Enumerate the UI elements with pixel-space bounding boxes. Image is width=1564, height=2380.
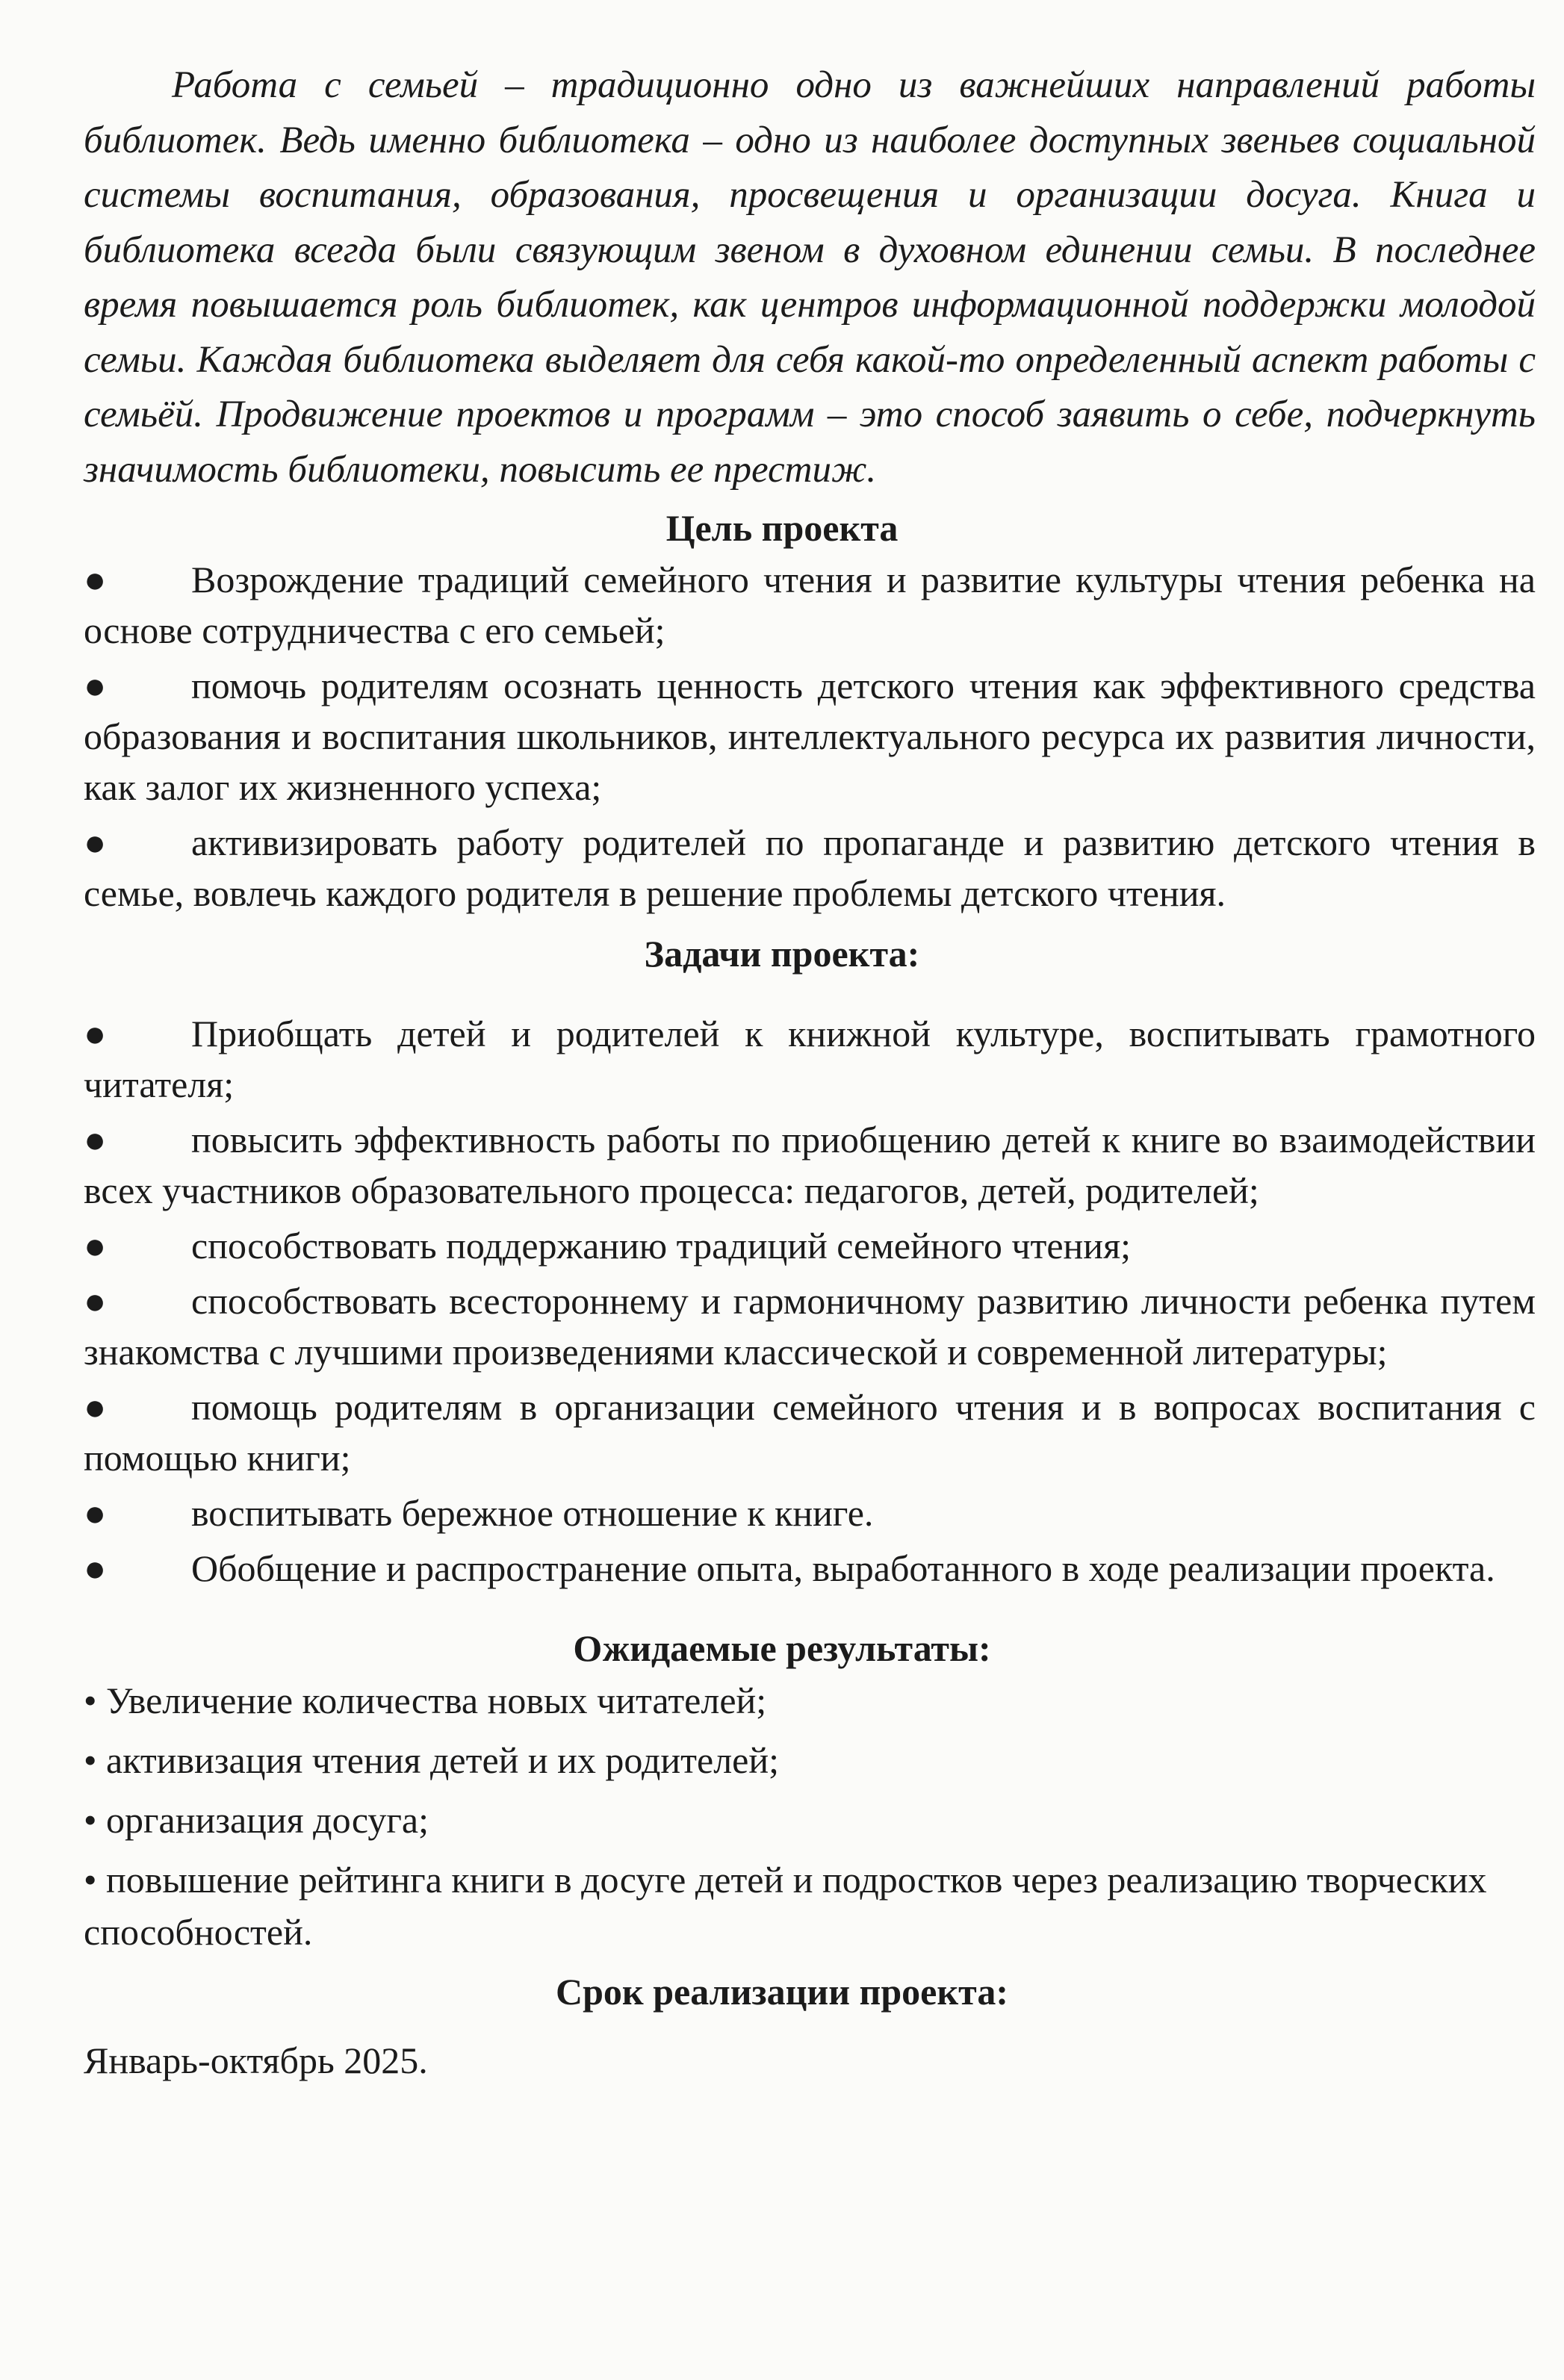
goal-item xyxy=(84,660,1536,813)
task-item xyxy=(84,1543,1536,1594)
tasks-list xyxy=(84,1008,1536,1594)
bullet-icon: ● xyxy=(84,559,107,600)
task-item-text: Приобщать детей и родителей к книжной культуре, воспитывать грамотного читателя; xyxy=(84,1013,1536,1105)
bullet-icon: ● xyxy=(84,821,107,863)
task-item xyxy=(84,1276,1536,1377)
term-value: Январь-октябрь 2025. xyxy=(84,2039,428,2081)
task-item-text: способствовать всестороннему и гармоничному развитию личности ребенка путем знакомства с лучшими произведениями классической и современной литературы; xyxy=(84,1280,1536,1373)
task-item xyxy=(84,1008,1536,1110)
task-item-text: воспитывать бережное отношение к книге. xyxy=(191,1492,874,1534)
bullet-icon: ● xyxy=(84,665,107,706)
goal-item-text: Возрождение традиций семейного чтения и развитие культуры чтения ребенка на основе сотрудничества с его семьей; xyxy=(84,559,1536,651)
tasks-heading: Задачи проекта: xyxy=(644,933,920,975)
task-item xyxy=(84,1382,1536,1483)
bullet-icon: ● xyxy=(84,1013,107,1054)
bullet-icon: ● xyxy=(84,1280,107,1322)
bullet-icon: ● xyxy=(84,1119,107,1161)
goal-item xyxy=(84,554,1536,656)
goal-item xyxy=(84,817,1536,919)
result-item: • активизация чтения детей и их родителей; xyxy=(84,1739,780,1781)
intro-paragraph: Работа с семьей – традиционно одно из важнейших направлений работы библиотек. Ведь именно библиотека – одно из наиболее доступных звеньев социальной системы воспитания, образования, просвещения и организации досуга. Книга и библиотека всегда были связующим звеном в духовном единении семьи. В последнее время повышается роль библиотек, как центров информационной поддержки молодой семьи. Каждая библиотека выделяет для себя какой-то определенный аспект работы с семьёй. Продвижение проектов и программ – это способ заявить о себе, подчеркнуть значимость библиотеки, повысить ее престиж. xyxy=(84,64,1536,491)
bullet-icon: ● xyxy=(84,1492,107,1534)
goal-heading: Цель проекта xyxy=(665,507,899,549)
bullet-icon: ● xyxy=(84,1225,107,1267)
task-item-text: повысить эффективность работы по приобщению детей к книге во взаимодействии всех участников образовательного процесса: педагогов, детей, родителей; xyxy=(84,1119,1536,1211)
bullet-icon: ● xyxy=(84,1547,107,1589)
task-item-text: способствовать поддержанию традиций семейного чтения; xyxy=(191,1225,1131,1267)
goal-list xyxy=(84,554,1536,919)
goal-item-text: помочь родителям осознать ценность детского чтения как эффективного средства образования и воспитания школьников, интеллектуального ресурса их развития личности, как залог их жизненного успеха; xyxy=(84,665,1536,808)
task-item-text: помощь родителям в организации семейного чтения и в вопросах воспитания с помощью книги; xyxy=(84,1386,1536,1479)
results-heading: Ожидаемые результаты: xyxy=(573,1627,991,1669)
result-item: • Увеличение количества новых читателей; xyxy=(84,1680,767,1721)
results-list xyxy=(84,1674,1536,1958)
result-item: • повышение рейтинга книги в досуге детей и подростков через реализацию творческих способностей. xyxy=(84,1859,1487,1953)
task-item xyxy=(84,1220,1536,1271)
task-item xyxy=(84,1114,1536,1216)
term-heading: Срок реализации проекта: xyxy=(556,1971,1008,2013)
goal-item-text: активизировать работу родителей по пропаганде и развитию детского чтения в семье, вовлечь каждого родителя в решение проблемы детского чтения. xyxy=(84,821,1536,914)
task-item-text: Обобщение и распространение опыта, выработанного в ходе реализации проекта. xyxy=(191,1547,1495,1589)
result-item: • организация досуга; xyxy=(84,1799,429,1841)
bullet-icon: ● xyxy=(84,1386,107,1428)
task-item xyxy=(84,1488,1536,1538)
